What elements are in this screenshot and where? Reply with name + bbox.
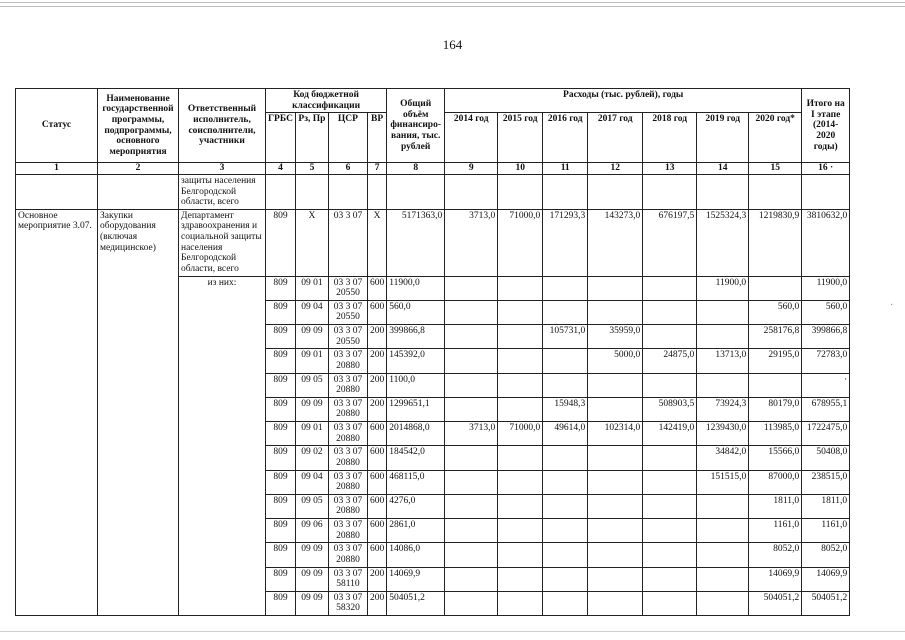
rz-pr-cell: 09 04 — [295, 300, 328, 324]
year-cell: 80179,0 — [749, 397, 802, 421]
year-cell — [588, 470, 643, 494]
year-cell: 49614,0 — [543, 422, 588, 446]
total-cell: 14086,0 — [387, 543, 445, 567]
vr-cell: 600 — [367, 422, 386, 446]
year-cell — [588, 446, 643, 470]
header-budget-code: Код бюджетной классификации — [266, 89, 387, 113]
stage-total-cell: 50408,0 — [802, 446, 850, 470]
activity-name-cell: Закупки оборудования (включая медицинское) — [98, 209, 179, 615]
total-cell: 468115,0 — [387, 470, 445, 494]
rz-pr-cell: 09 05 — [295, 373, 328, 397]
rz-pr-cell: 09 04 — [295, 470, 328, 494]
year-cell — [697, 494, 749, 518]
year-cell: 105731,0 — [543, 325, 588, 349]
year-cell — [498, 349, 543, 373]
year-cell — [643, 543, 697, 567]
rz-pr-cell: 09 09 — [295, 397, 328, 421]
vr-cell: 600 — [367, 519, 386, 543]
grbs-cell: 809 — [266, 276, 296, 300]
header-year: 2015 год — [498, 113, 543, 163]
csr-cell: 03 3 07 20880 — [328, 470, 367, 494]
column-number: 11 — [543, 163, 588, 175]
column-number: 5 — [295, 163, 328, 175]
year-cell: 504051,2 — [749, 591, 802, 615]
vr-cell: 200 — [367, 591, 386, 615]
total-cell: 14069,9 — [387, 567, 445, 591]
year-cell — [445, 276, 498, 300]
stage-total-cell: 504051,2 — [802, 591, 850, 615]
year-cell — [588, 300, 643, 324]
column-number: 1 — [16, 163, 98, 175]
year-cell: 1525324,3 — [697, 209, 749, 276]
year-cell — [643, 300, 697, 324]
year-cell — [498, 276, 543, 300]
stage-total-cell: 1811,0 — [802, 494, 850, 518]
year-cell: 1161,0 — [749, 519, 802, 543]
column-number-row — [16, 163, 850, 175]
grbs-cell: 809 — [266, 543, 296, 567]
year-cell — [588, 276, 643, 300]
rz-pr-cell: 09 09 — [295, 325, 328, 349]
year-cell — [749, 373, 802, 397]
year-cell: 15566,0 — [749, 446, 802, 470]
header-stage-total: Итого на I этапе (2014-2020 годы) — [802, 89, 850, 163]
stage-total-cell: 11900,0 — [802, 276, 850, 300]
year-cell — [643, 446, 697, 470]
header-csr: ЦСР — [328, 113, 367, 163]
grbs-cell: 809 — [266, 209, 296, 276]
year-cell: 102314,0 — [588, 422, 643, 446]
total-cell: 5171363,0 — [387, 209, 445, 276]
year-cell — [543, 543, 588, 567]
column-number: 15 — [749, 163, 802, 175]
header-year: 2020 год* — [749, 113, 802, 163]
total-cell: 504051,2 — [387, 591, 445, 615]
year-cell — [445, 397, 498, 421]
year-cell — [498, 300, 543, 324]
year-cell: 1811,0 — [749, 494, 802, 518]
rz-pr-cell: 09 09 — [295, 591, 328, 615]
vr-cell: 200 — [367, 325, 386, 349]
vr-cell: 200 — [367, 373, 386, 397]
year-cell — [543, 470, 588, 494]
year-cell — [498, 470, 543, 494]
year-cell — [498, 519, 543, 543]
total-cell: 560,0 — [387, 300, 445, 324]
csr-cell: 03 3 07 20880 — [328, 373, 367, 397]
year-cell — [588, 373, 643, 397]
carry-over-row — [16, 174, 850, 209]
top-scan-line — [0, 2, 905, 3]
year-cell — [643, 567, 697, 591]
status-cell: Основное мероприятие 3.07. — [16, 209, 98, 615]
year-cell: 8052,0 — [749, 543, 802, 567]
header-year: 2014 год — [445, 113, 498, 163]
year-cell: 1219830,9 — [749, 209, 802, 276]
year-cell — [445, 543, 498, 567]
year-cell — [643, 276, 697, 300]
vr-cell: 200 — [367, 349, 386, 373]
column-number: 4 — [266, 163, 296, 175]
year-cell: 3713,0 — [445, 209, 498, 276]
vr-cell: 600 — [367, 446, 386, 470]
header-vr: ВР — [367, 113, 386, 163]
rz-pr-cell: 09 01 — [295, 349, 328, 373]
top-scan-line-2 — [0, 6, 905, 7]
year-cell — [588, 494, 643, 518]
grbs-cell: 809 — [266, 373, 296, 397]
year-cell — [498, 446, 543, 470]
year-cell — [543, 567, 588, 591]
grbs-cell: 809 — [266, 446, 296, 470]
grbs-cell: 809 — [266, 494, 296, 518]
year-cell — [445, 446, 498, 470]
year-cell: 3713,0 — [445, 422, 498, 446]
rz-pr-cell: X — [295, 209, 328, 276]
column-number: 2 — [98, 163, 179, 175]
grbs-cell: 809 — [266, 397, 296, 421]
stage-total-cell: 1161,0 — [802, 519, 850, 543]
vr-cell: 200 — [367, 397, 386, 421]
grbs-cell: 809 — [266, 325, 296, 349]
year-cell — [445, 591, 498, 615]
header-total: Общий объём финансиро-вания, тыс. рублей — [387, 89, 445, 163]
stage-total-cell: 14069,9 — [802, 567, 850, 591]
vr-cell: 600 — [367, 300, 386, 324]
year-cell — [543, 591, 588, 615]
year-cell: 560,0 — [749, 300, 802, 324]
year-cell: 13713,0 — [697, 349, 749, 373]
header-year: 2017 год — [588, 113, 643, 163]
bottom-scan-line — [0, 631, 905, 632]
year-cell — [543, 446, 588, 470]
year-cell — [643, 591, 697, 615]
page-number: 164 — [442, 37, 463, 52]
year-cell: 71000,0 — [498, 422, 543, 446]
year-cell — [445, 349, 498, 373]
year-cell — [697, 519, 749, 543]
column-number: 8 — [387, 163, 445, 175]
budget-table — [15, 88, 850, 616]
year-cell: 11900,0 — [697, 276, 749, 300]
column-number: 10 — [498, 163, 543, 175]
rz-pr-cell: 09 01 — [295, 276, 328, 300]
main-activity-row — [16, 209, 850, 276]
year-cell: 24875,0 — [643, 349, 697, 373]
year-cell — [588, 567, 643, 591]
year-cell — [643, 519, 697, 543]
csr-cell: 03 3 07 — [328, 209, 367, 276]
year-cell: 171293,3 — [543, 209, 588, 276]
year-cell: 14069,9 — [749, 567, 802, 591]
year-cell — [697, 300, 749, 324]
vr-cell: 200 — [367, 567, 386, 591]
year-cell — [588, 591, 643, 615]
column-number: 13 — [643, 163, 697, 175]
column-number: 16 · — [802, 163, 850, 175]
year-cell — [498, 373, 543, 397]
year-cell — [588, 543, 643, 567]
year-cell: 142419,0 — [643, 422, 697, 446]
csr-cell: 03 3 07 20550 — [328, 325, 367, 349]
year-cell — [543, 276, 588, 300]
year-cell — [543, 300, 588, 324]
year-cell — [543, 494, 588, 518]
stage-total-cell: · — [802, 373, 850, 397]
year-cell: 143273,0 — [588, 209, 643, 276]
year-cell — [445, 567, 498, 591]
vr-cell: 600 — [367, 470, 386, 494]
year-cell — [643, 494, 697, 518]
year-cell — [445, 494, 498, 518]
header-program-name: Наименование государственной программы, подпрограммы, основного мероприятия — [98, 89, 179, 163]
header-year: 2018 год — [643, 113, 697, 163]
header-rz-pr: Рз, Пр — [295, 113, 328, 163]
rz-pr-cell: 09 05 — [295, 494, 328, 518]
year-cell — [498, 591, 543, 615]
year-cell — [445, 373, 498, 397]
year-cell — [445, 519, 498, 543]
year-cell: 258176,8 — [749, 325, 802, 349]
year-cell — [588, 519, 643, 543]
year-cell — [445, 470, 498, 494]
rz-pr-cell: 09 01 — [295, 422, 328, 446]
executor-cell: Департамент здравоохранения и социальной защиты населения Белгородской области, всего — [179, 209, 266, 276]
year-cell: 87000,0 — [749, 470, 802, 494]
year-cell — [697, 325, 749, 349]
year-cell — [445, 300, 498, 324]
vr-cell: 600 — [367, 494, 386, 518]
year-cell: 71000,0 — [498, 209, 543, 276]
csr-cell: 03 3 07 58110 — [328, 567, 367, 591]
csr-cell: 03 3 07 20880 — [328, 446, 367, 470]
total-cell: 145392,0 — [387, 349, 445, 373]
grbs-cell: 809 — [266, 300, 296, 324]
header-expenses: Расходы (тыс. рублей), годы — [445, 89, 802, 113]
year-cell: 508903,5 — [643, 397, 697, 421]
grbs-cell: 809 — [266, 567, 296, 591]
csr-cell: 03 3 07 20550 — [328, 276, 367, 300]
csr-cell: 03 3 07 58320 — [328, 591, 367, 615]
csr-cell: 03 3 07 20880 — [328, 397, 367, 421]
scan-mark: · — [890, 300, 894, 311]
rz-pr-cell: 09 06 — [295, 519, 328, 543]
column-number: 14 — [697, 163, 749, 175]
csr-cell: 03 3 07 20880 — [328, 349, 367, 373]
csr-cell: 03 3 07 20550 — [328, 300, 367, 324]
grbs-cell: 809 — [266, 422, 296, 446]
total-cell: 1299651,1 — [387, 397, 445, 421]
year-cell — [498, 494, 543, 518]
grbs-cell: 809 — [266, 349, 296, 373]
year-cell — [445, 325, 498, 349]
stage-total-cell: 72783,0 — [802, 349, 850, 373]
vr-cell: 600 — [367, 543, 386, 567]
total-cell: 4276,0 — [387, 494, 445, 518]
year-cell — [643, 373, 697, 397]
year-cell: 5000,0 — [588, 349, 643, 373]
year-cell: 29195,0 — [749, 349, 802, 373]
column-number: 6 — [328, 163, 367, 175]
year-cell — [588, 397, 643, 421]
column-number: 9 — [445, 163, 498, 175]
year-cell: 15948,3 — [543, 397, 588, 421]
header-year: 2016 год — [543, 113, 588, 163]
csr-cell: 03 3 07 20880 — [328, 519, 367, 543]
header-executor: Ответственный исполнитель, соисполнители, участники — [179, 89, 266, 163]
year-cell — [697, 373, 749, 397]
rz-pr-cell: 09 09 — [295, 567, 328, 591]
stage-total-cell: 8052,0 — [802, 543, 850, 567]
stage-total-cell: 1722475,0 — [802, 422, 850, 446]
header-year: 2019 год — [697, 113, 749, 163]
year-cell — [498, 397, 543, 421]
of-which-label: из них: — [179, 276, 266, 616]
year-cell: 34842,0 — [697, 446, 749, 470]
year-cell — [749, 276, 802, 300]
year-cell: 35959,0 — [588, 325, 643, 349]
total-cell: 2861,0 — [387, 519, 445, 543]
year-cell: 113985,0 — [749, 422, 802, 446]
vr-cell: 600 — [367, 276, 386, 300]
column-number: 12 — [588, 163, 643, 175]
grbs-cell: 809 — [266, 591, 296, 615]
stage-total-cell: 399866,8 — [802, 325, 850, 349]
total-cell: 399866,8 — [387, 325, 445, 349]
year-cell — [643, 470, 697, 494]
stage-total-cell: 3810632,0 — [802, 209, 850, 276]
year-cell: 1239430,0 — [697, 422, 749, 446]
header-status: Статус — [16, 89, 98, 163]
column-number: 3 — [179, 163, 266, 175]
total-cell: 11900,0 — [387, 276, 445, 300]
year-cell: 73924,3 — [697, 397, 749, 421]
total-cell: 2014868,0 — [387, 422, 445, 446]
year-cell — [498, 325, 543, 349]
year-cell — [543, 373, 588, 397]
stage-total-cell: 678955,1 — [802, 397, 850, 421]
stage-total-cell: 238515,0 — [802, 470, 850, 494]
csr-cell: 03 3 07 20880 — [328, 543, 367, 567]
year-cell — [498, 567, 543, 591]
column-number: 7 — [367, 163, 386, 175]
grbs-cell: 809 — [266, 470, 296, 494]
vr-cell: X — [367, 209, 386, 276]
grbs-cell: 809 — [266, 519, 296, 543]
total-cell: 1100,0 — [387, 373, 445, 397]
rz-pr-cell: 09 09 — [295, 543, 328, 567]
carry-over-text: защиты населения Белгородской области, всего — [179, 174, 266, 209]
year-cell: 676197,5 — [643, 209, 697, 276]
stage-total-cell: 560,0 — [802, 300, 850, 324]
year-cell: 151515,0 — [697, 470, 749, 494]
year-cell — [697, 543, 749, 567]
total-cell: 184542,0 — [387, 446, 445, 470]
header-grbs: ГРБС — [266, 113, 296, 163]
year-cell — [697, 591, 749, 615]
year-cell — [643, 325, 697, 349]
year-cell — [543, 349, 588, 373]
rz-pr-cell: 09 02 — [295, 446, 328, 470]
year-cell — [543, 519, 588, 543]
year-cell — [498, 543, 543, 567]
year-cell — [697, 567, 749, 591]
csr-cell: 03 3 07 20880 — [328, 494, 367, 518]
csr-cell: 03 3 07 20880 — [328, 422, 367, 446]
